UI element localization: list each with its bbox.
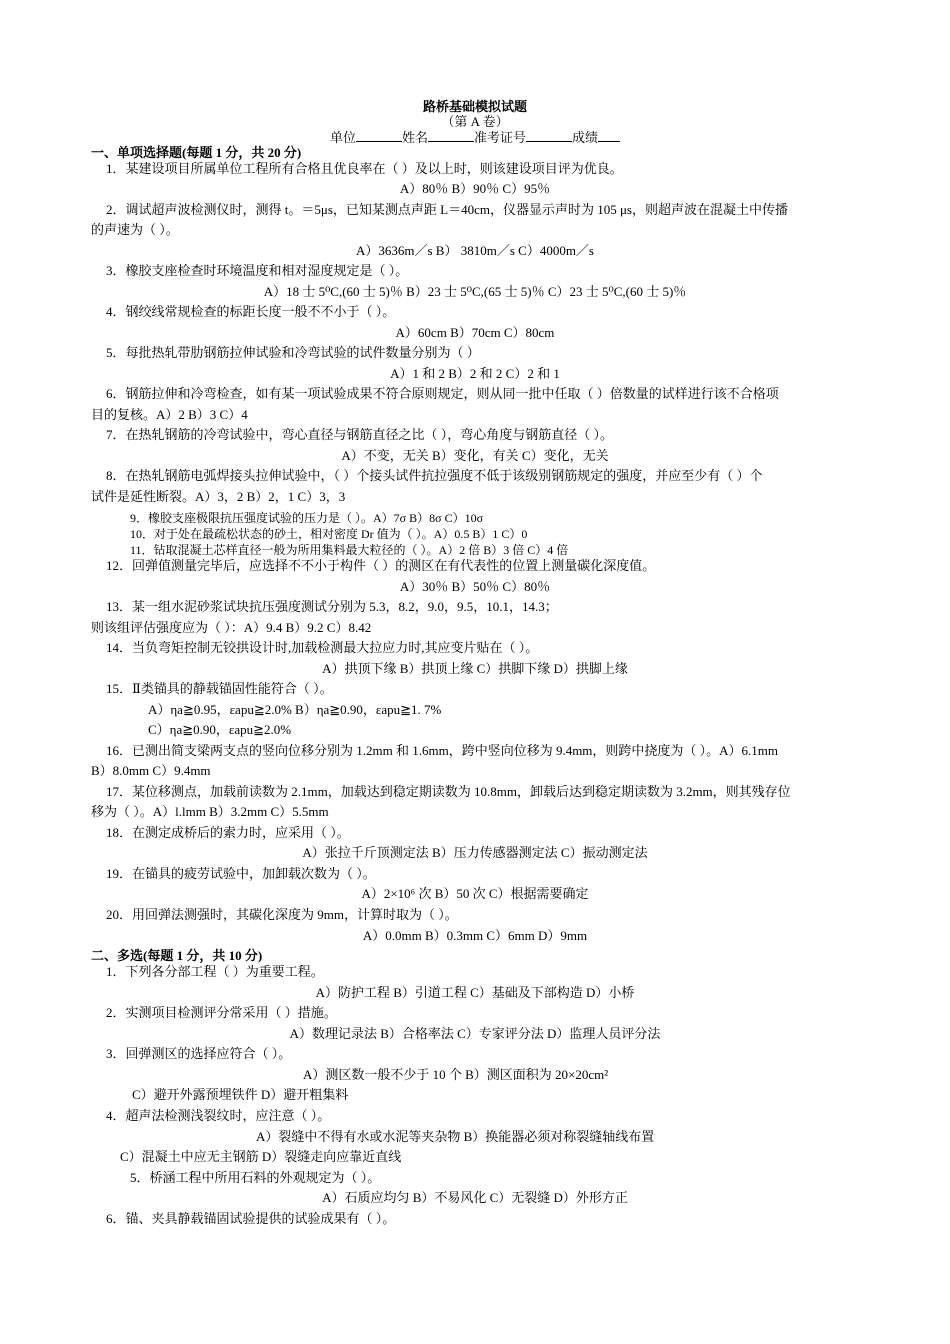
candidate-info-line xyxy=(0,129,950,146)
q1-4-options: A）60cm B）70cm C）80cm xyxy=(395,325,555,340)
q1-18-stem: 18．在测定成桥后的索力时，应采用（ ）。 xyxy=(106,825,350,840)
q1-5-stem: 5．每批热轧带肋钢筋拉伸试验和冷弯试验的试件数量分别为（ ） xyxy=(106,345,480,360)
q2-1-stem: 1．下列各分部工程（ ）为重要工程。 xyxy=(106,964,324,979)
section2-heading: 二、多选(每题 1 分，共 10 分) xyxy=(91,948,263,963)
q1-3-options: A）18 士 5⁰C,(60 士 5)％ B）23 士 5⁰C,(65 士 5)％ C）23 士 5⁰C,(60 士 5)％ xyxy=(263,284,687,299)
q1-8-stem: 8．在热轧钢筋电弧焊接头拉伸试验中，（ ）个接头试件抗拉强度不低于该级别钢筋规定的强度，并应至少有（ ）个 xyxy=(106,468,763,483)
score-blank xyxy=(598,129,620,142)
q1-6-stem: 6．钢筋拉伸和冷弯检查，如有某一项试验成果不符合原则规定，则从同一批中任取（ ）倍数量的试样进行该不合格项 xyxy=(106,386,779,401)
q1-6-stem-cont: 目的复核。A）2 B）3 C）4 xyxy=(91,407,248,422)
q1-15-options-c: C）ηa≧0.90，εapu≧2.0% xyxy=(148,722,292,737)
q1-1-stem: 1．某建设项目所属单位工程所有合格且优良率在（ ）及以上时，则该建设项目评为优良。 xyxy=(106,161,623,176)
q1-7-options: A）不变，无关 B）变化，有关 C）变化，无关 xyxy=(341,448,609,463)
q1-2-stem: 2．调试超声波检测仪时，测得 t。＝5μs，已知某测点声距 L＝40cm，仪器显示声时为 105 μs，则超声波在混凝土中传播 xyxy=(106,202,788,217)
q1-17-stem-cont: 移为（ ）。A）l.lmm B）3.2mm C）5.5mm xyxy=(91,804,329,819)
q1-13-stem: 13．某一组水泥砂浆试块抗压强度测试分别为 5.3，8.2，9.0，9.5，10.1，14.3； xyxy=(106,599,558,614)
q1-1-options: A）80％ B）90％ C）95％ xyxy=(399,181,551,196)
q2-4-options-cd: C）混凝土中应无主钢筋 D）裂缝走向应靠近直线 xyxy=(120,1149,402,1164)
q1-16-stem-cont: B）8.0mm C）9.4mm xyxy=(91,763,211,778)
q2-6-stem: 6．锚、夹具静载锚固试验提供的试验成果有（ ）。 xyxy=(106,1211,396,1226)
q1-2-options: A）3636m／s B） 3810m／s C）4000m／s xyxy=(356,243,594,258)
unit-blank xyxy=(356,129,402,142)
q1-3-stem: 3．橡胶支座检查时环境温度和相对湿度规定是（ ）。 xyxy=(106,263,409,278)
q2-4-options-ab: A）裂缝中不得有水或水泥等夹杂物 B）换能器必须对称裂缝轴线布置 xyxy=(256,1129,655,1144)
q1-14-options: A）拱顶下缘 B）拱顶上缘 C）拱脚下缘 D）拱脚上缘 xyxy=(322,661,628,676)
name-label: 姓名 xyxy=(401,130,428,145)
q1-20-options: A）0.0mm B）0.3mm C）6mm D）9mm xyxy=(362,928,588,943)
exam-no-label: 准考证号 xyxy=(474,130,527,145)
q1-15-options-ab: A）ηa≧0.95，εapu≧2.0% B）ηa≧0.90，εapu≧1. 7% xyxy=(148,702,442,717)
q2-2-stem: 2．实测项目检测评分常采用（ ）措施。 xyxy=(106,1005,337,1020)
q2-3-options-cd: C）避开外露预埋铁件 D）避开粗集料 xyxy=(132,1087,349,1102)
q1-20-stem: 20．用回弹法测强时，其碳化深度为 9mm，计算时取为（ ）。 xyxy=(106,907,458,922)
q1-2-stem-cont: 的声速为（ ）。 xyxy=(91,222,179,237)
q1-19-stem: 19．在锚具的疲劳试验中，加卸载次数为（ ）。 xyxy=(106,866,376,881)
q1-9-stem: 9．橡胶支座极限抗压强度试验的压力是（ ）。A）7σ B）8σ C）10σ xyxy=(130,511,484,525)
q2-5-options: A）石质应均匀 B）不易风化 C）无裂缝 D）外形方正 xyxy=(322,1190,628,1205)
q1-12-stem: 12．回弹值测量完毕后，应选择不不小于构件（ ）的测区在有代表性的位置上测量碳化深度值。 xyxy=(106,558,656,573)
q1-4-stem: 4．钢绞线常规检查的标距长度一般不不小于（ ）。 xyxy=(106,304,396,319)
exam-no-blank xyxy=(526,129,572,142)
q1-19-options: A）2×10⁶ 次 B）50 次 C）根据需要确定 xyxy=(361,886,589,901)
q1-18-options: A）张拉千斤顶测定法 B）压力传感器测定法 C）振动测定法 xyxy=(302,845,648,860)
q1-13-stem-cont: 则该组评估强度应为（ ）：A）9.4 B）9.2 C）8.42 xyxy=(91,620,372,635)
q1-14-stem: 14．当负弯矩控制无铰拱设计时,加载检测最大拉应力时,其应变片贴在（ ）。 xyxy=(106,640,539,655)
name-blank xyxy=(428,129,474,142)
score-label: 成绩 xyxy=(572,130,599,145)
q2-1-options: A）防护工程 B）引道工程 C）基础及下部构造 D）小桥 xyxy=(315,985,635,1000)
q1-10-stem: 10．对于处在最疏松状态的砂土，相对密度 Dr 值为（ ）。A）0.5 B）1 C）0 xyxy=(130,527,528,541)
page-title: 路桥基础模拟试题 xyxy=(422,99,527,114)
q2-3-options-ab: A）测区数一般不少于 10 个 B）测区面积为 20×20cm² xyxy=(303,1067,609,1082)
q1-16-stem: 16．已测出简支梁两支点的竖向位移分别为 1.2mm 和 1.6mm，跨中竖向位移为 9.4mm，则跨中挠度为（ ）。A）6.1mm xyxy=(106,743,779,758)
unit-label: 单位 xyxy=(329,130,356,145)
q1-12-options: A）30％ B）50％ C）80％ xyxy=(399,579,551,594)
q1-17-stem: 17．某位移测点，加载前读数为 2.1mm，加载达到稳定期读数为 10.8mm，卸载后达到稳定期读数为 3.2mm，则其残存位 xyxy=(106,784,791,799)
q1-5-options: A）1 和 2 B）2 和 2 C）2 和 1 xyxy=(390,366,560,381)
q2-5-stem: 5．桥涵工程中所用石料的外观规定为（ ）。 xyxy=(130,1170,381,1185)
section1-heading: 一、单项选择题(每题 1 分，共 20 分) xyxy=(91,145,302,160)
q1-15-stem: 15．Ⅱ类锚具的静载锚固性能符合（ ）。 xyxy=(106,681,333,696)
q2-2-options: A）数理记录法 B）合格率法 C）专家评分法 D）监理人员评分法 xyxy=(289,1026,661,1041)
q2-3-stem: 3．回弹测区的选择应符合（ ）。 xyxy=(106,1046,292,1061)
q1-7-stem: 7．在热轧钢筋的冷弯试验中，弯心直径与钢筋直径之比（ ），弯心角度与钢筋直径（ ）。 xyxy=(106,427,614,442)
q1-8-stem-cont: 试件是延性断裂。A）3，2 B）2，1 C）3，3 xyxy=(91,489,346,504)
q2-4-stem: 4．超声法检测浅裂纹时，应注意（ ）。 xyxy=(106,1108,331,1123)
page-subtitle: （第 A 卷） xyxy=(441,114,509,129)
q1-11-stem: 11．钻取混凝土芯样直径一般为所用集料最大粒径的（ ）。A）2 倍 B）3 倍 C）4 倍 xyxy=(130,543,569,557)
